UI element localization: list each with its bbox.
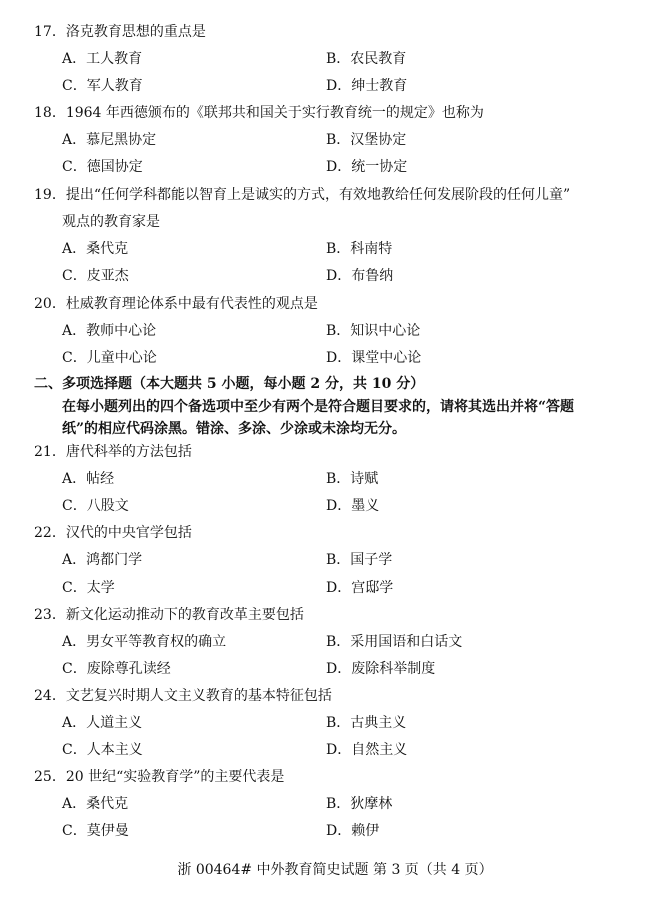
question-22-stem: 22．汉代的中央官学包括 — [34, 525, 192, 541]
section-2-instructions-line-1: 在每小题列出的四个备选项中至少有两个是符合题目要求的，请将其选出并将“答题 — [62, 399, 575, 415]
question-20-option-d: D．课堂中心论 — [326, 350, 422, 366]
question-17-option-a: A．工人教育 — [62, 51, 143, 67]
question-19-option-b: B．科南特 — [326, 241, 393, 257]
question-18-option-d: D．统一协定 — [326, 159, 408, 175]
question-22-option-a: A．鸿都门学 — [62, 552, 143, 568]
question-24-stem: 24．文艺复兴时期人文主义教育的基本特征包括 — [34, 688, 332, 704]
question-24-option-d: D．自然主义 — [326, 742, 408, 758]
question-24-option-b: B．古典主义 — [326, 715, 407, 731]
question-22-option-c: C．太学 — [62, 580, 115, 596]
question-23-option-d: D．废除科举制度 — [326, 661, 436, 677]
question-25-option-a: A．桑代克 — [62, 796, 129, 812]
question-25-option-b: B．狄摩林 — [326, 796, 393, 812]
question-19-stem: 19．提出“任何学科都能以智育上是诚实的方式，有效地教给任何发展阶段的任何儿童” — [34, 187, 571, 203]
question-21-option-d: D．墨义 — [326, 498, 380, 514]
question-22-option-b: B．国子学 — [326, 552, 393, 568]
question-20-option-c: C．儿童中心论 — [62, 350, 157, 366]
question-17-option-b: B．农民教育 — [326, 51, 407, 67]
question-17-option-d: D．绅士教育 — [326, 78, 408, 94]
question-20-option-b: B．知识中心论 — [326, 323, 421, 339]
question-19-option-c: C．皮亚杰 — [62, 268, 129, 284]
question-17-stem: 17．洛克教育思想的重点是 — [34, 24, 206, 40]
question-21-option-a: A．帖经 — [62, 471, 115, 487]
question-21-stem: 21．唐代科举的方法包括 — [34, 444, 192, 460]
question-18-option-b: B．汉堡协定 — [326, 132, 407, 148]
question-21-option-c: C．八股文 — [62, 498, 129, 514]
question-25-option-d: D．赖伊 — [326, 823, 380, 839]
question-18-option-a: A．慕尼黑协定 — [62, 132, 157, 148]
question-23-option-b: B．采用国语和白话文 — [326, 634, 463, 650]
question-24-option-c: C．人本主义 — [62, 742, 143, 758]
question-19-option-d: D．布鲁纳 — [326, 268, 394, 284]
question-23-stem: 23．新文化运动推动下的教育改革主要包括 — [34, 607, 304, 623]
question-24-option-a: A．人道主义 — [62, 715, 143, 731]
section-2-title: 二、多项选择题（本大题共 5 小题，每小题 2 分，共 10 分） — [34, 376, 425, 392]
question-23-option-c: C．废除尊孔读经 — [62, 661, 171, 677]
question-18-option-c: C．德国协定 — [62, 159, 143, 175]
question-20-stem: 20．杜威教育理论体系中最有代表性的观点是 — [34, 296, 318, 312]
question-22-option-d: D．宫邸学 — [326, 580, 394, 596]
question-19-stem-continued: 观点的教育家是 — [62, 214, 160, 230]
question-21-option-b: B．诗赋 — [326, 471, 379, 487]
question-25-stem: 25．20 世纪“实验教育学”的主要代表是 — [34, 769, 285, 785]
question-18-stem: 18．1964 年西德颁布的《联邦共和国关于实行教育统一的规定》也称为 — [34, 105, 484, 121]
question-20-option-a: A．教师中心论 — [62, 323, 157, 339]
section-2-instructions-line-2: 纸”的相应代码涂黑。错涂、多涂、少涂或未涂均无分。 — [62, 421, 407, 437]
question-23-option-a: A．男女平等教育权的确立 — [62, 634, 227, 650]
question-17-option-c: C．军人教育 — [62, 78, 143, 94]
question-19-option-a: A．桑代克 — [62, 241, 129, 257]
page-footer: 浙 00464# 中外教育简史试题 第 3 页（共 4 页） — [177, 862, 493, 878]
question-25-option-c: C．莫伊曼 — [62, 823, 129, 839]
